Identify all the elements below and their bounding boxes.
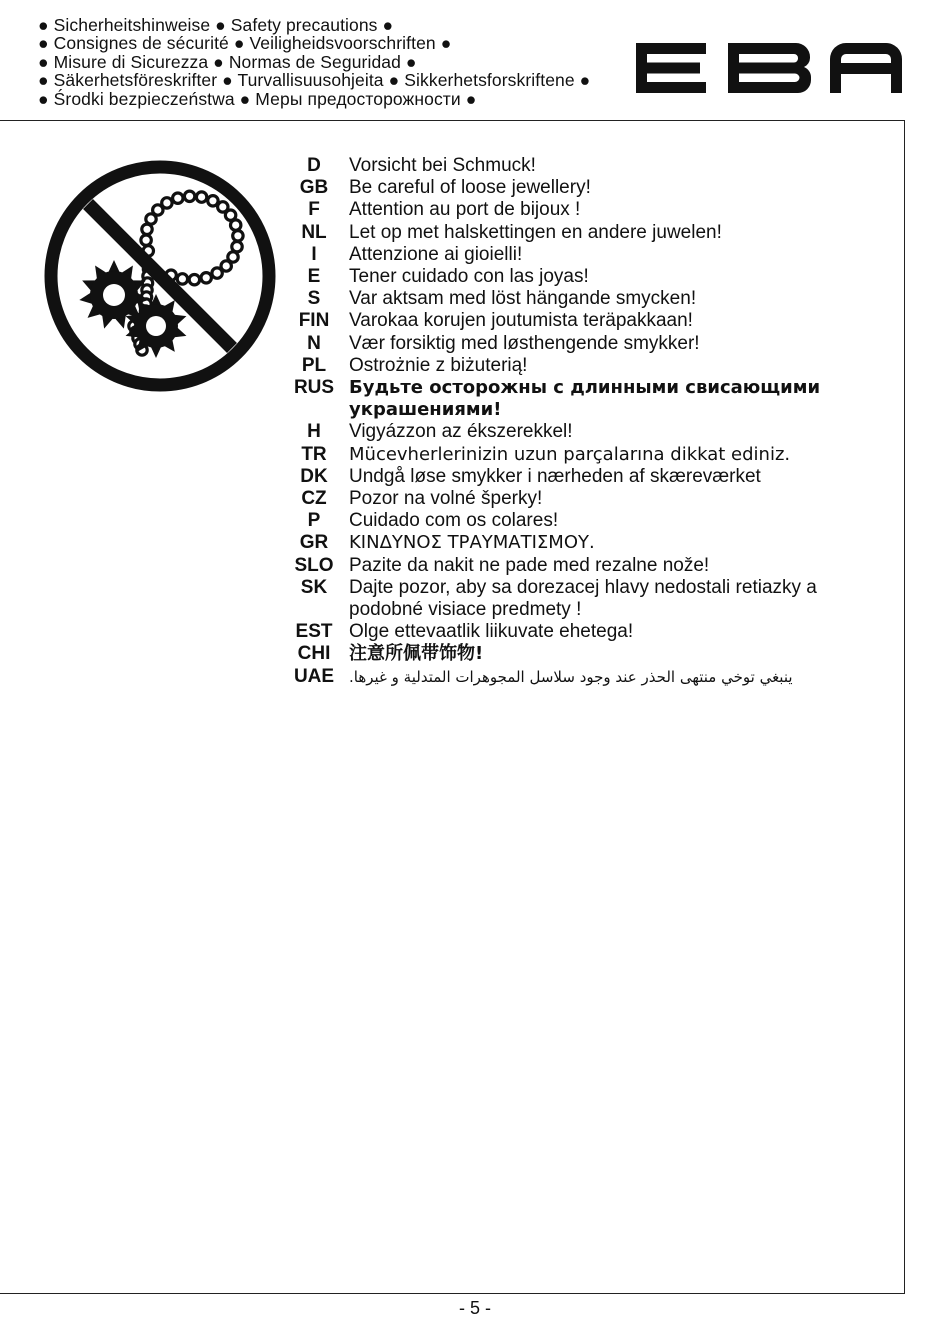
warning-text: Be careful of loose jewellery!: [349, 177, 591, 199]
warning-text: Vær forsiktig med løsthengende smykker!: [349, 332, 700, 354]
warning-text: Mücevherlerinizin uzun parçalarına dikkat ediniz.: [349, 443, 791, 465]
language-code: D: [307, 155, 321, 176]
language-code: S: [307, 288, 321, 310]
warning-text: Dajte pozor, aby sa dorezacej hlavy nedostali retiazky a podobné visiace predmety !: [349, 576, 817, 621]
warning-text: Undgå løse smykker i nærheden af skæreværket: [349, 465, 761, 487]
language-code: NL: [301, 221, 327, 243]
list-item: [290, 266, 860, 288]
list-item: [290, 244, 860, 266]
no-jewellery-prohibition-icon: [44, 160, 276, 392]
list-item: [290, 310, 860, 332]
warning-translations-list: [290, 155, 860, 688]
language-code: EST: [295, 621, 333, 643]
warning-text: Vigyázzon az ékszerekkel!: [349, 421, 573, 443]
language-code: RUS: [293, 377, 335, 399]
header-line: ● Sicherheitshinweise ● Safety precautions ●: [38, 15, 394, 35]
language-code: SK: [300, 576, 328, 598]
list-item: [290, 666, 860, 688]
language-code: FIN: [298, 310, 330, 332]
warning-text: Varokaa korujen joutumista teräpakkaan!: [349, 310, 693, 332]
list-item: [290, 444, 860, 466]
list-item: [290, 555, 860, 577]
header-title-lines: [38, 16, 638, 108]
language-code: TR: [301, 443, 327, 465]
warning-text: Attenzione ai gioielli!: [349, 243, 523, 265]
list-item: [290, 355, 860, 377]
list-item: [290, 577, 860, 621]
warning-text: Let op met halskettingen en andere juwelen!: [349, 221, 722, 243]
warning-text: Pozor na volné šperky!: [349, 488, 543, 510]
language-code: UAE: [293, 665, 335, 687]
list-item: [290, 288, 860, 310]
footer-divider: [0, 1293, 905, 1294]
language-code: P: [307, 510, 321, 532]
header-line: ● Środki bezpieczeństwa ● Меры предосторожности ●: [38, 88, 477, 109]
warning-text: Tener cuidado con las joyas!: [349, 266, 589, 288]
language-code: GR: [299, 532, 329, 554]
list-item: [290, 377, 860, 421]
language-code: I: [311, 243, 317, 265]
language-code: F: [308, 199, 320, 221]
language-code: E: [307, 266, 321, 288]
list-item: [290, 532, 860, 554]
list-item: [290, 333, 860, 355]
eba-logo: [636, 43, 902, 93]
warning-text: Будьте осторожны с длинными свисающими украшениями!: [349, 377, 821, 421]
list-item: [290, 199, 860, 221]
language-code: SLO: [294, 554, 334, 576]
list-item: [290, 621, 860, 643]
page-number: - 5 -: [458, 1298, 491, 1318]
warning-text: 注意所佩带饰物!: [349, 643, 484, 665]
language-code: CHI: [297, 643, 331, 665]
header-line: ● Consignes de sécurité ● Veiligheidsvoorschriften ●: [38, 33, 452, 54]
list-item: [290, 155, 860, 177]
list-item: [290, 177, 860, 199]
language-code: H: [307, 421, 321, 443]
warning-text: Cuidado com os colares!: [349, 510, 559, 532]
language-code: N: [307, 332, 321, 354]
warning-text: Attention au port de bijoux !: [349, 199, 581, 221]
warning-text: Olge ettevaatlik liikuvate ehetega!: [349, 621, 634, 643]
warning-text: Pazite da nakit ne pade med rezalne nože!: [349, 554, 710, 576]
list-item: [290, 222, 860, 244]
warning-text: Vorsicht bei Schmuck!: [349, 155, 536, 176]
warning-text: Var aktsam med löst hängande smycken!: [349, 288, 697, 310]
header-divider: [0, 120, 905, 121]
warning-text: ΚΙΝΔΥΝΟΣ ΤΡΑΥΜΑΤΙΣΜΟΥ.: [349, 532, 595, 554]
header-line: ● Säkerhetsföreskrifter ● Turvallisuusohjeita ● Sikkerhetsforskriftene ●: [38, 70, 591, 91]
warning-text: Ostrożnie z biżuterią!: [349, 354, 528, 376]
list-item: [290, 643, 860, 665]
list-item: [290, 510, 860, 532]
list-item: [290, 466, 860, 488]
list-item: [290, 488, 860, 510]
warning-text: ينبغي توخي منتهى الحذر عند وجود سلاسل المجوهرات المتدلية و غيرها.: [349, 667, 793, 686]
language-code: DK: [300, 465, 328, 487]
language-code: GB: [299, 177, 329, 199]
header-line: ● Misure di Sicurezza ● Normas de Seguridad ●: [38, 51, 417, 72]
language-code: CZ: [301, 488, 327, 510]
list-item: [290, 421, 860, 443]
language-code: PL: [301, 354, 327, 376]
right-margin-rule: [904, 120, 905, 1294]
